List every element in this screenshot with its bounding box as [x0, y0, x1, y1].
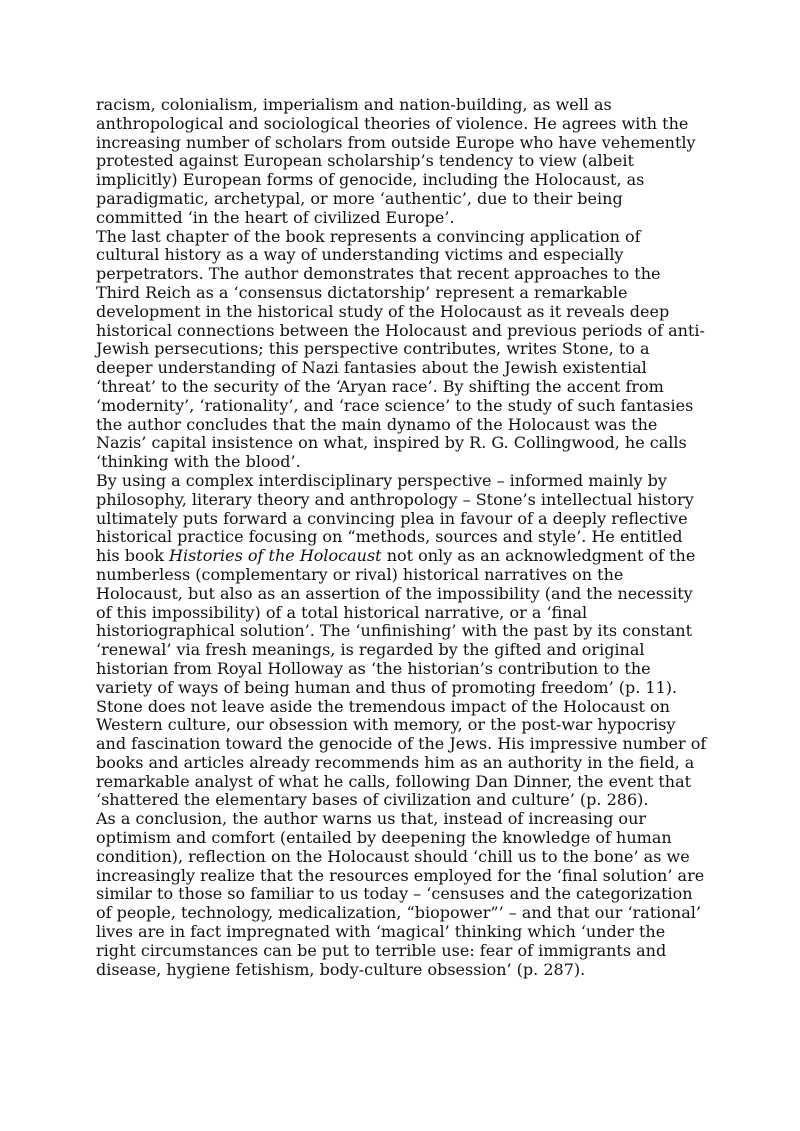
paragraph-last-chapter: The last chapter of the book represents a convincing application of cultural history as a way of understanding victims and especially perpetrators. The author demonstrates that recent approaches to the Third Reich as a ‘consensus dictatorship’ represent a remarkable development in the historical study of the Holocaust as it reveals deep historical connections between the Holocaust and previous periods of anti-Jewish persecutions; this perspective contributes, writes Stone, to a deeper understanding of Nazi fantasies about the Jewish existential ‘threat’ to the security of the ‘Aryan race’. By shifting the accent from ‘modernity’, ‘rationality’, and ‘race science’ to the study of such fantasies the author concludes that the main dynamo of the Holocaust was the Nazis’ capital insistence on what, inspired by R. G. Collingwood, he calls ‘thinking with the blood’. — [96, 226, 705, 472]
paragraph-text: By using a complex interdisciplinary perspective – informed mainly by philosophy, literary theory and anthropology – Stone’s intellectual history ultimately puts forward a convincing plea in favour of a deeply reflective historical practice focusing on “methods, sources and style’. He entitled his book — [96, 470, 694, 566]
paragraph-conclusion: As a conclusion, the author warns us that, instead of increasing our optimism and comfort (entailed by deepening the knowledge of human condition), reflection on the Holocaust should ‘chill us to the bone’ as we increasingly realize that the resources employed for the ‘final solution’ are similar to those so familiar to us today – ‘censuses and the categorization of people, technology, medicalization, “biopower”’ – and that our ‘rational’ lives are in fact impregnated with ‘magical’ thinking which ‘under the right circumstances can be put to terrible use: fear of immigrants and disease, hygiene fetishism, body-culture obsession’ (p. 287). — [96, 809, 705, 979]
document-page — [96, 96, 708, 979]
paragraph-interdisciplinary — [96, 472, 708, 698]
paragraph-impact: Stone does not leave aside the tremendous impact of the Holocaust on Western culture, our obsession with memory, or the post-war hypocrisy and fascination toward the genocide of the Jews. His impressive number of books and articles already recommends him as an authority in the field, a remarkable analyst of what he calls, following Dan Dinner, the event that ‘shattered the elementary bases of civilization and culture’ (p. 286). — [96, 696, 707, 810]
book-title: Histories of the Holocaust — [169, 546, 382, 566]
paragraph-text: not only as an acknowledgment of the numberless (complementary or rival) historical narratives on the Holocaust, but also as an assertion of the impossibility (and the necessity of this impossibility) of a total historical narrative, or a ‘final historiographical solution’. The ‘unfinishing’ with the past by its constant ‘renewal’ via fresh meanings, is regarded by the gifted and original historian from Royal Holloway as ‘the historian’s contribution to the variety of ways of being human and thus of promoting freedom’ (p. 11). — [96, 546, 696, 697]
paragraph-violence-theories: racism, colonialism, imperialism and nation-building, as well as anthropological and sociological theories of violence. He agrees with the increasing number of scholars from outside Europe who have vehemently protested against European scholarship’s tendency to view (albeit implicitly) European forms of genocide, including the Holocaust, as paradigmatic, archetypal, or more ‘authentic’, due to their being committed ‘in the heart of civilized Europe’. — [96, 95, 696, 227]
